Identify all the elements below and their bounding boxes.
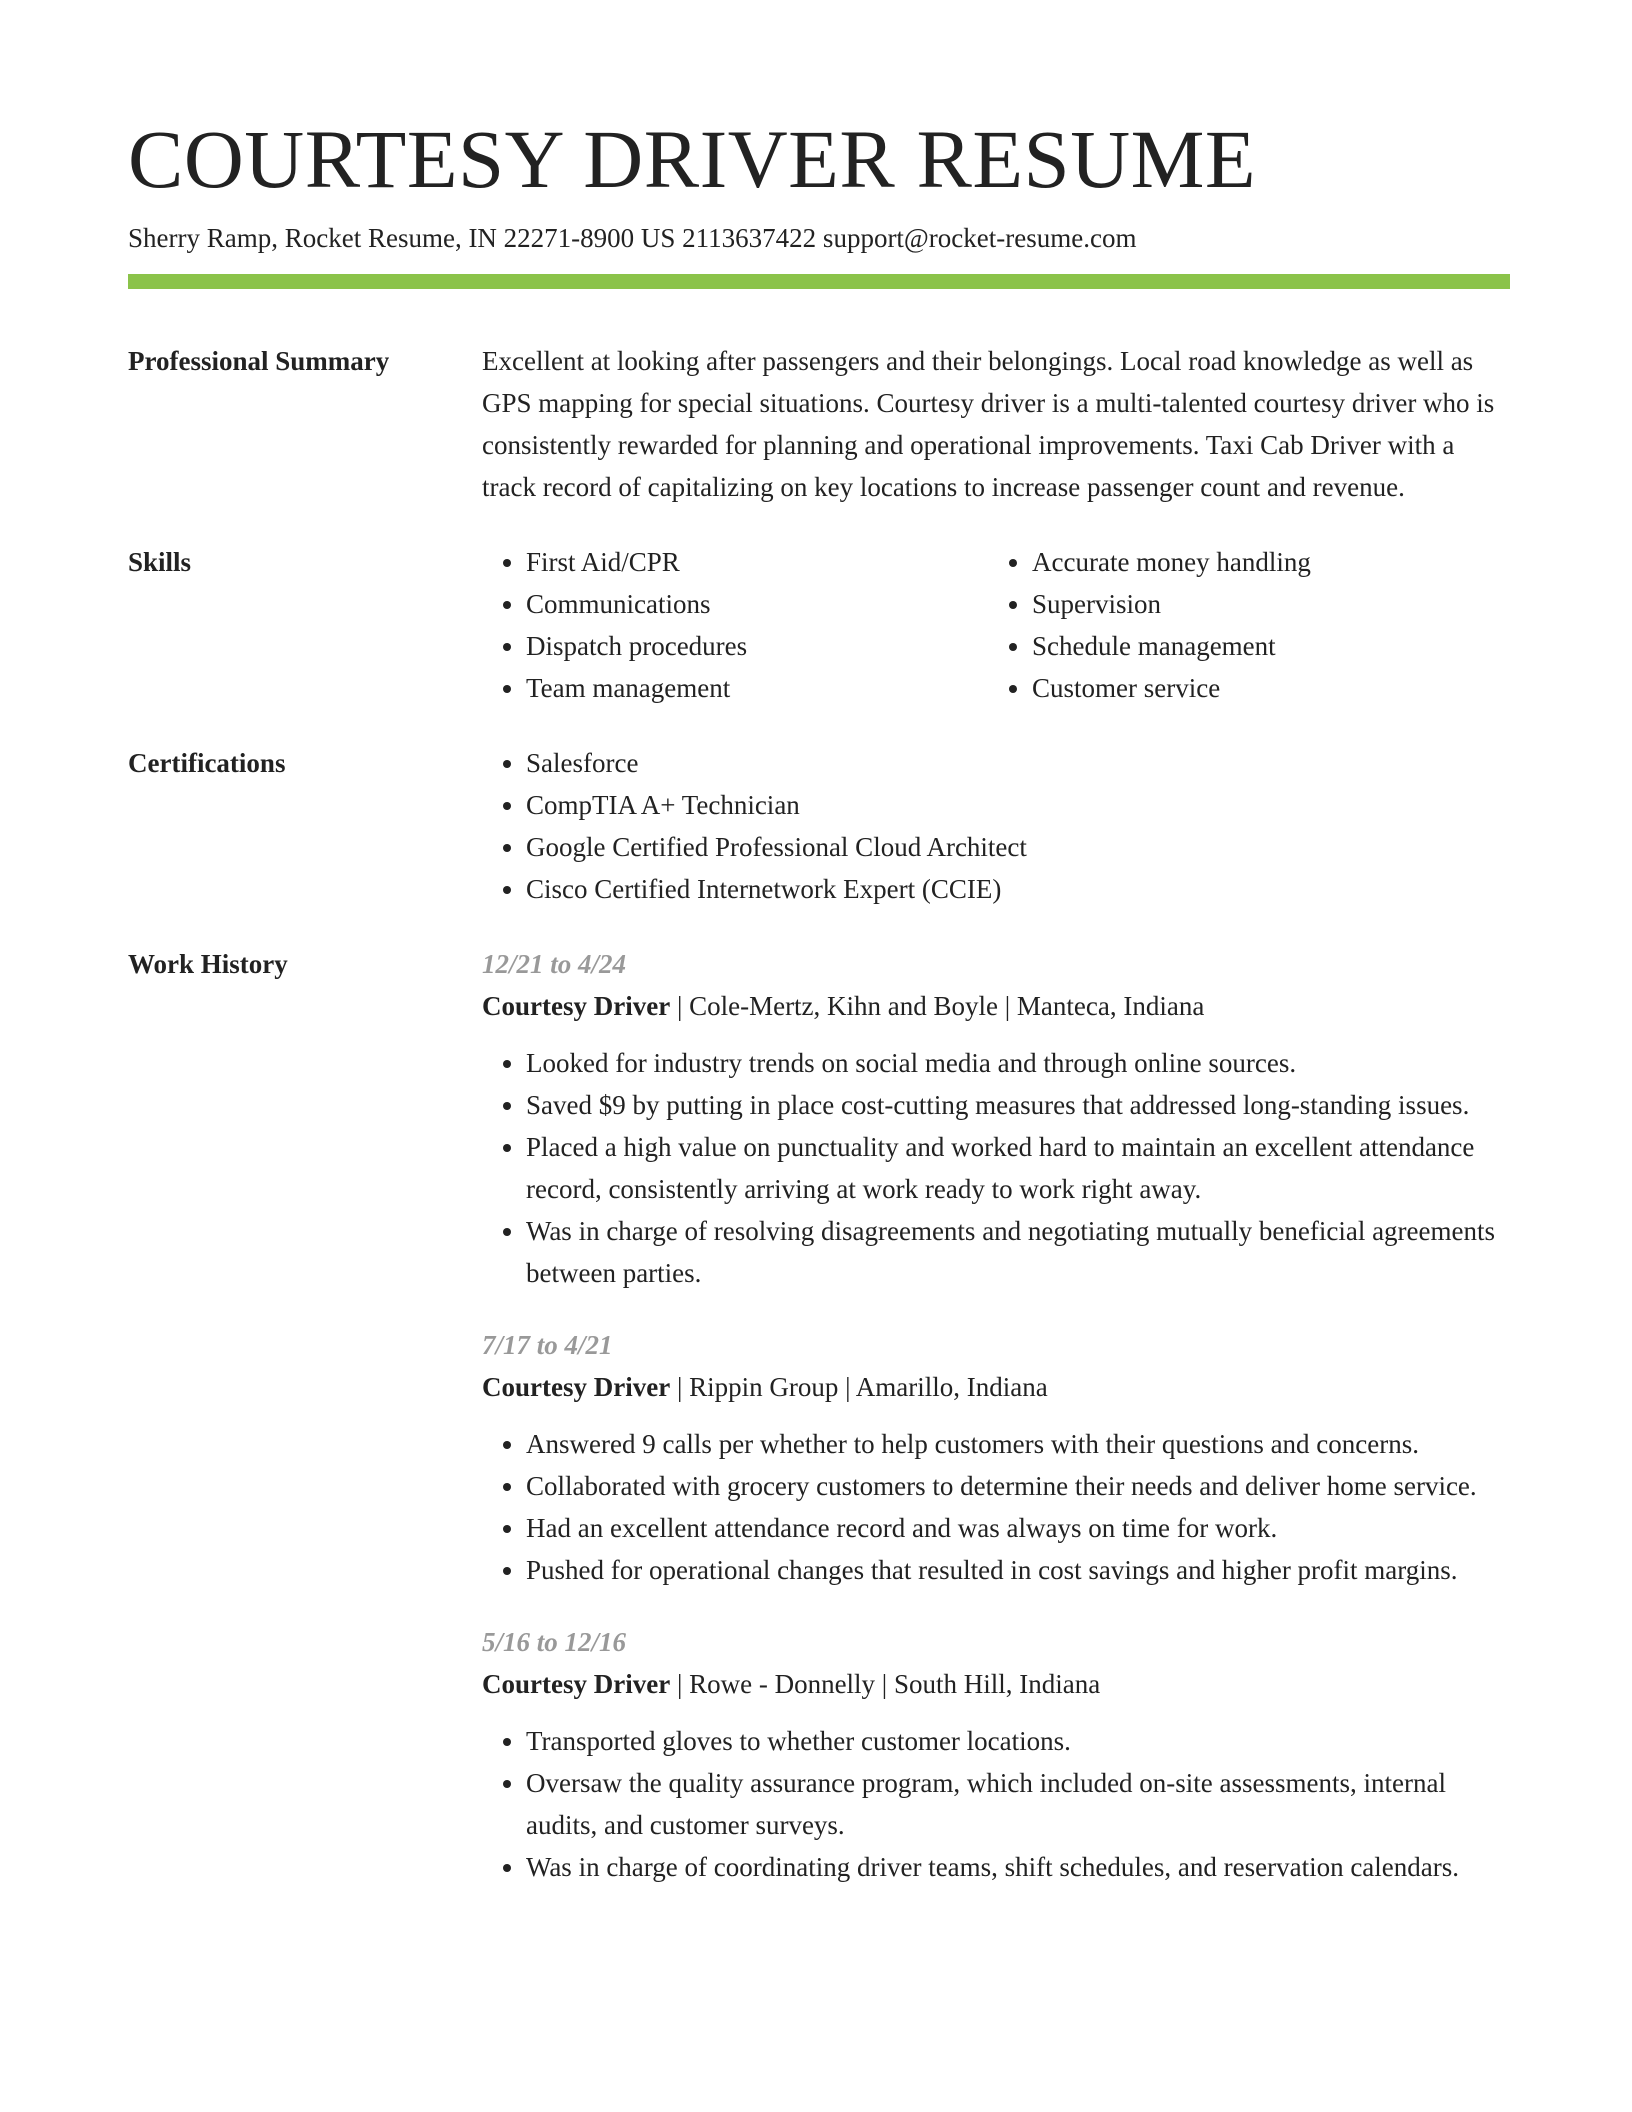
summary-label: Professional Summary: [128, 346, 390, 377]
job-bullet: • Oversaw the quality assurance program, which included on-site assessments, internal audits, and customer surveys.: [526, 1762, 1510, 1846]
job-bullets: [482, 1042, 1510, 1294]
skill-item: • First Aid/CPR: [526, 541, 988, 583]
job-dates: 12/21 to 4/24: [482, 949, 627, 980]
certification-item: • Google Certified Professional Cloud Architect: [526, 826, 1510, 868]
job-entry: [482, 943, 1510, 1294]
job-bullet: • Transported gloves to whether customer locations.: [526, 1720, 1510, 1762]
job-bullets: [482, 1720, 1510, 1888]
job-entry: [482, 1324, 1510, 1591]
skill-item: • Supervision: [1032, 583, 1532, 625]
job-bullet: • Was in charge of coordinating driver teams, shift schedules, and reservation calendars.: [526, 1846, 1510, 1888]
work-history-section: [128, 943, 1510, 1918]
job-bullet: • Had an excellent attendance record and was always on time for work.: [526, 1507, 1510, 1549]
job-bullet: • Answered 9 calls per whether to help customers with their questions and concerns.: [526, 1423, 1510, 1465]
certification-item: • Cisco Certified Internetwork Expert (CCIE): [526, 868, 1510, 910]
job-title: Courtesy Driver: [482, 991, 671, 1022]
job-bullets: [482, 1423, 1510, 1591]
resume-page: [128, 113, 1510, 1918]
certifications-section: [128, 742, 1510, 910]
job-bullet: • Collaborated with grocery customers to determine their needs and deliver home service.: [526, 1465, 1510, 1507]
skills-list-left: [482, 541, 988, 709]
skill-item: • Accurate money handling: [1032, 541, 1532, 583]
job-bullet: • Was in charge of resolving disagreements and negotiating mutually beneficial agreements between parties.: [526, 1210, 1510, 1294]
skill-item: • Team management: [526, 667, 988, 709]
job-bullet: • Saved $9 by putting in place cost-cutting measures that addressed long-standing issues.: [526, 1084, 1510, 1126]
job-details: | Rippin Group | Amarillo, Indiana: [670, 1372, 1048, 1403]
skill-item: • Schedule management: [1032, 625, 1532, 667]
job-entry: [482, 1621, 1510, 1888]
job-heading: [482, 985, 1510, 1027]
skill-item: • Customer service: [1032, 667, 1532, 709]
summary-section: [128, 340, 1510, 508]
job-title: Courtesy Driver: [482, 1669, 671, 1700]
job-details: | Cole-Mertz, Kihn and Boyle | Manteca, Indiana: [670, 991, 1205, 1022]
skills-label: Skills: [128, 547, 192, 578]
job-dates: 7/17 to 4/21: [482, 1330, 613, 1361]
certification-item: • Salesforce: [526, 742, 1510, 784]
certifications-label: Certifications: [128, 748, 286, 779]
work-history-label: Work History: [128, 949, 288, 980]
skills-section: [128, 541, 1510, 709]
resume-title: COURTESY DRIVER RESUME: [128, 113, 1257, 205]
job-heading: [482, 1366, 1510, 1408]
job-bullet: • Pushed for operational changes that resulted in cost savings and higher profit margins.: [526, 1549, 1510, 1591]
job-dates: 5/16 to 12/16: [482, 1627, 627, 1658]
job-bullet: • Placed a high value on punctuality and worked hard to maintain an excellent attendance record, consistently arriving at work ready to work right away.: [526, 1126, 1510, 1210]
job-heading: [482, 1663, 1510, 1705]
certification-item: • CompTIA A+ Technician: [526, 784, 1510, 826]
certifications-list: [482, 742, 1510, 910]
accent-divider: [128, 274, 1510, 289]
job-details: | Rowe - Donnelly | South Hill, Indiana: [670, 1669, 1101, 1700]
summary-text: Excellent at looking after passengers and their belongings. Local road knowledge as well as GPS mapping for special situations. Courtesy driver is a multi-talented courtesy driver who is consistently rewarded for planning and operational improvements. Taxi Cab Driver with a track record of capitalizing on key locations to increase passenger count and revenue.: [482, 346, 1495, 503]
job-title: Courtesy Driver: [482, 1372, 671, 1403]
contact-line: Sherry Ramp, Rocket Resume, IN 22271-8900 US 2113637422 support@rocket-resume.com: [128, 223, 1137, 253]
skill-item: • Communications: [526, 583, 988, 625]
job-bullet: • Looked for industry trends on social media and through online sources.: [526, 1042, 1510, 1084]
skill-item: • Dispatch procedures: [526, 625, 988, 667]
skills-list-right: [988, 541, 1532, 709]
